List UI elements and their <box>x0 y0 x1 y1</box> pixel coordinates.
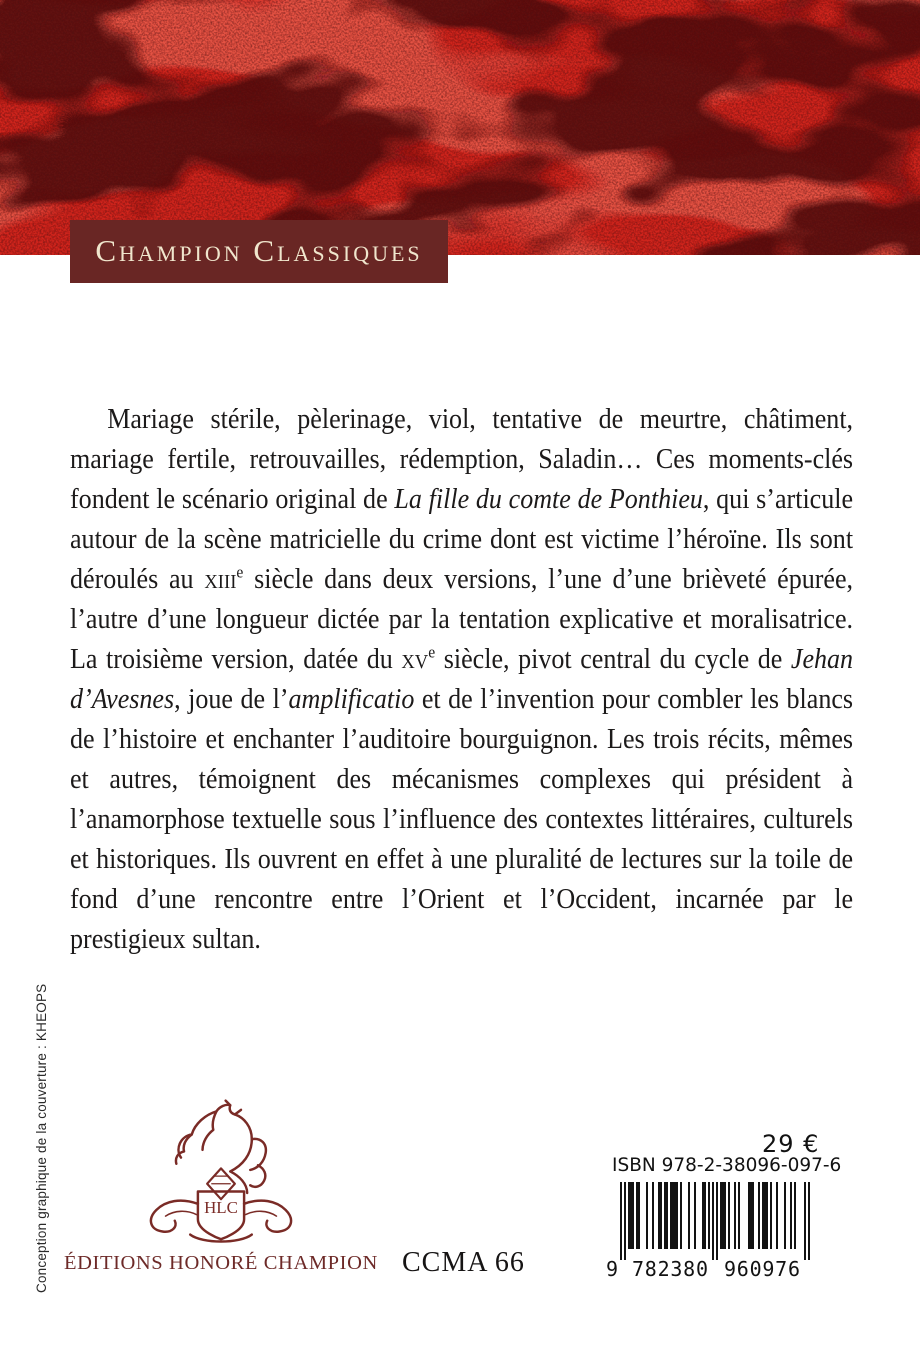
ean13-barcode <box>606 1182 816 1280</box>
price-label: 29 € <box>762 1130 820 1158</box>
collection-banner <box>70 220 448 283</box>
marbled-paper-texture <box>0 0 920 255</box>
publisher-name: ÉDITIONS HONORÉ CHAMPION <box>64 1252 378 1274</box>
publisher-logo-monogram: HLC <box>204 1198 238 1218</box>
cover-design-credit: Conception graphique de la couverture : KHEOPS <box>34 983 49 1293</box>
svg-text:9: 9 <box>606 1257 619 1280</box>
publisher-logo-horse-emblem <box>128 1096 314 1250</box>
collection-banner-label: Champion Classiques <box>95 232 423 268</box>
isbn-label: ISBN 978-2-38096-097-6 <box>612 1155 842 1176</box>
svg-text:960976: 960976 <box>724 1257 800 1280</box>
svg-text:782380: 782380 <box>632 1257 708 1280</box>
collection-code: CCMA 66 <box>402 1247 525 1278</box>
blurb-text: Mariage stérile, pèlerinage, viol, tentative de meurtre, châtiment, mariage fertile, retrouvailles, rédemption, Saladin… Ces moments-clés fondent le scénario original de La fille du comte de Ponthieu, qui s’articule autour de la scène matricielle du crime dont est victime l’héroïne. Ils sont déroulés au xiii$^e$ siècle dans deux versions, l’une d’une brièveté épurée, l’autre d’une longueur dictée par la tentation explicative et moralisatrice. La troisième version, datée du $xv^e$ siècle, pivot central du cycle de Jehan d’Avesnes, joue de l’amplificatio et de l’invention pour combler les blancs de l’histoire et enchanter l’auditoire bourguignon. Les trois récits, mêmes et autres, témoignent des mécanismes complexes qui président à l’anamorphose textuelle sous l’influence des contextes littéraires, culturels et historiques. Ils ouvrent en effet à une pluralité de lectures sur la toile de fond d’une rencontre entre l’Orient et l’Occident, incarnée par le prestigieux sultan. <box>70 404 854 955</box>
